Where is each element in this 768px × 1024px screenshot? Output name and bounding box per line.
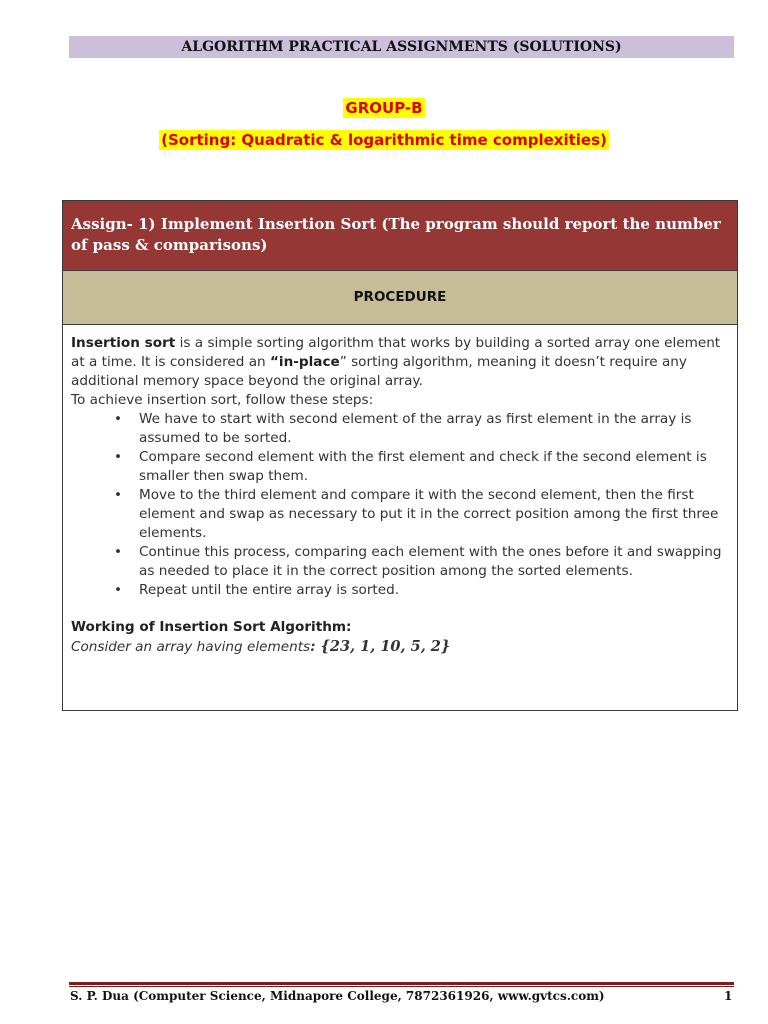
procedure-body [71, 334, 731, 657]
document-header: ALGORITHM PRACTICAL ASSIGNMENTS (SOLUTIONS) [69, 36, 734, 58]
assignment-heading: Assign- 1) Implement Insertion Sort (The program should report the number of pass & comparisons) [63, 201, 737, 270]
bullet-icon: • [114, 449, 123, 465]
step-text: We have to start with second element of the array as first element in the array is assumed to be sorted. [139, 411, 692, 446]
in-place-close-quote: ” [339, 354, 347, 370]
working-heading [71, 618, 731, 637]
steps-intro: To achieve insertion sort, follow these steps: [71, 392, 374, 408]
step-text: Continue this process, comparing each element with the ones before it and swapping as needed to place it in the correct position among the sorted elements. [139, 544, 722, 579]
step-text: Compare second element with the first element and check if the second element is smaller then swap them. [139, 449, 707, 484]
bullet-icon: • [114, 487, 123, 503]
group-title-text: GROUP-B [345, 99, 423, 117]
bullet-icon: • [114, 544, 123, 560]
working-heading-text: Working of Insertion Sort Algorithm: [71, 619, 352, 635]
intro-term: Insertion sort [71, 335, 176, 351]
group-subtitle-text: (Sorting: Quadratic & logarithmic time complexities) [161, 131, 607, 149]
assignment-card [62, 200, 738, 711]
procedure-heading: PROCEDURE [63, 270, 737, 325]
array-values: : {23, 1, 10, 5, 2} [310, 638, 451, 655]
bullet-icon: • [114, 582, 123, 598]
group-title [0, 98, 768, 117]
list-item [71, 486, 731, 543]
consider-line [71, 637, 731, 657]
list-item [71, 581, 731, 600]
in-place-term: in-place [278, 354, 340, 370]
footer-rule-thin [69, 986, 734, 987]
list-item [71, 410, 731, 448]
consider-text: Consider an array having elements [71, 639, 311, 655]
step-text: Move to the third element and compare it with the second element, then the first element and swap as necessary to put it in the correct position among the first three elements. [139, 487, 719, 541]
list-item [71, 543, 731, 581]
footer-credit: S. P. Dua (Computer Science, Midnapore College, 7872361926, www.gvtcs.com) [70, 989, 605, 1003]
footer-rule-thick [69, 982, 734, 985]
intro-text-1: is a simple sorting algorithm that works by building a sorted array one element at a time. It is considered an [71, 335, 721, 370]
intro-text-2: sorting algorithm, meaning it doesn’t require any additional memory space beyond the original array. [71, 354, 687, 389]
intro-paragraph [71, 334, 731, 391]
list-item [71, 448, 731, 486]
step-text: Repeat until the entire array is sorted. [139, 582, 400, 598]
bullet-icon: • [114, 411, 123, 427]
in-place-open-quote: “ [269, 354, 279, 370]
steps-list [71, 410, 731, 600]
page-number: 1 [724, 989, 733, 1003]
group-subtitle [0, 130, 768, 149]
